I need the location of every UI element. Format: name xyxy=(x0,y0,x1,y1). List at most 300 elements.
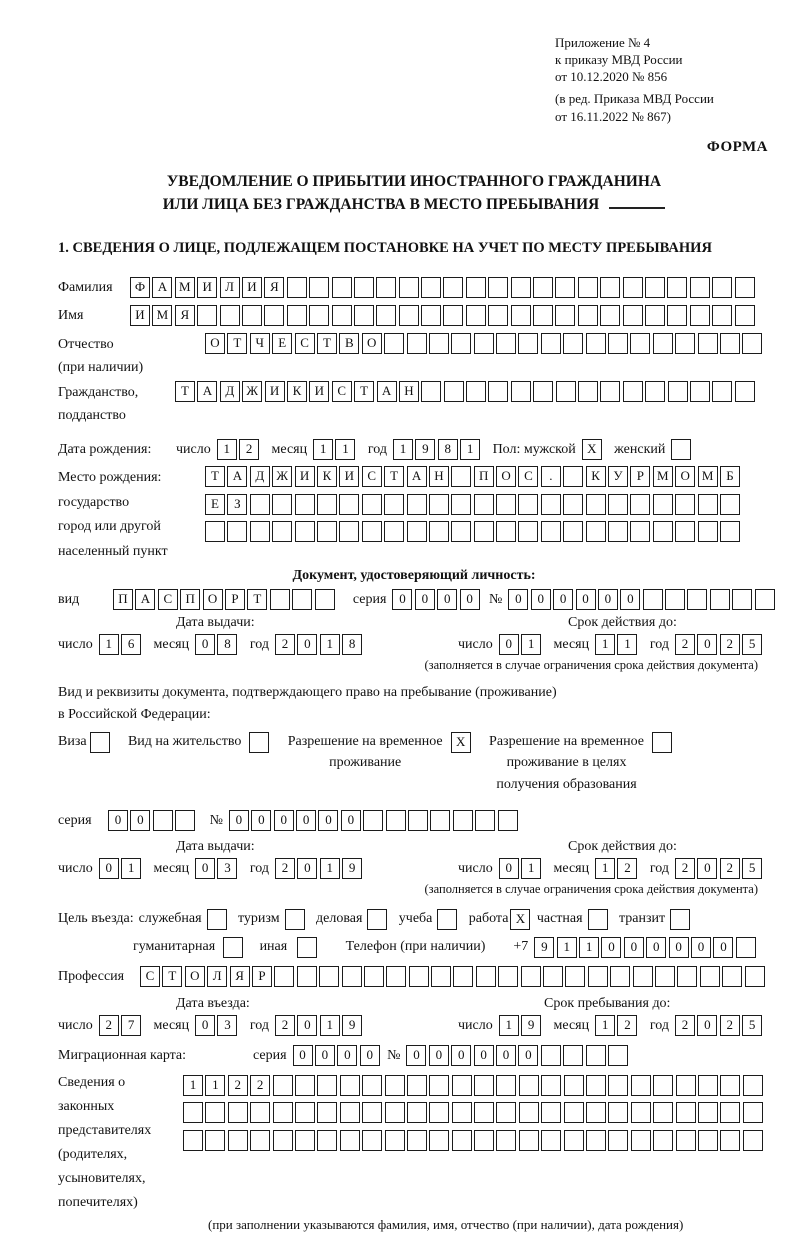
form-cell xyxy=(588,966,608,987)
form-cell xyxy=(623,305,643,326)
form-cell: 0 xyxy=(518,1045,538,1066)
form-cell xyxy=(386,966,406,987)
form-cell xyxy=(564,1130,584,1151)
form-cell: 5 xyxy=(742,858,762,879)
form-cell: 0 xyxy=(296,810,316,831)
annex-line: Приложение № 4 xyxy=(555,35,651,50)
form-cell xyxy=(698,333,718,354)
form-cell: X xyxy=(582,439,602,460)
firstname-label: Имя xyxy=(58,308,84,324)
form-cell: П xyxy=(180,589,200,610)
form-cell xyxy=(429,494,449,515)
form-cell xyxy=(385,1075,405,1096)
form-cell: Т xyxy=(354,381,374,402)
form-cell xyxy=(676,1075,696,1096)
passport-expiry-title: Срок действия до: xyxy=(568,615,677,631)
form-cell: 1 xyxy=(313,439,333,460)
month-word: месяц xyxy=(553,860,590,876)
form-cell xyxy=(498,810,518,831)
form-cell: О xyxy=(362,333,382,354)
form-cell: 0 xyxy=(697,858,717,879)
form-cell: С xyxy=(518,466,538,487)
form-cell xyxy=(735,277,755,298)
form-cell xyxy=(518,333,538,354)
form-cell: Т xyxy=(162,966,182,987)
form-cell xyxy=(488,305,508,326)
form-cell xyxy=(421,381,441,402)
purpose-option: учеба xyxy=(399,909,460,930)
annex-edition-line: от 16.11.2022 № 867) xyxy=(555,108,672,124)
form-cell: 0 xyxy=(624,937,644,958)
birthplace-row3-cells xyxy=(205,521,742,542)
form-cell xyxy=(736,937,756,958)
form-cell xyxy=(207,909,227,930)
form-cell: С xyxy=(332,381,352,402)
form-cell xyxy=(354,305,374,326)
form-cell xyxy=(273,1130,293,1151)
form-cell: 1 xyxy=(320,858,340,879)
form-cell xyxy=(608,1102,628,1123)
form-cell xyxy=(643,589,663,610)
form-cell xyxy=(273,1102,293,1123)
form-cell xyxy=(630,333,650,354)
purpose-row2 xyxy=(133,937,770,958)
purpose-study-checkbox xyxy=(437,909,459,930)
form-cell: Р xyxy=(630,466,650,487)
form-cell xyxy=(362,1130,382,1151)
form-cell: 3 xyxy=(217,858,237,879)
form-cell xyxy=(429,333,449,354)
surname-cells xyxy=(130,277,757,298)
form-cell xyxy=(608,494,628,515)
form-cell: Р xyxy=(225,589,245,610)
month-word: месяц xyxy=(153,637,190,653)
form-cell xyxy=(385,1102,405,1123)
title-blank-underline xyxy=(609,207,665,209)
form-cell: 5 xyxy=(742,634,762,655)
form-cell: С xyxy=(140,966,160,987)
form-cell xyxy=(364,966,384,987)
form-cell: 2 xyxy=(675,634,695,655)
form-cell xyxy=(653,1130,673,1151)
form-cell xyxy=(362,1102,382,1123)
visa-option: Виза xyxy=(58,731,112,796)
form-cell: А xyxy=(197,381,217,402)
form-cell xyxy=(443,305,463,326)
representatives-row1-cells xyxy=(183,1075,765,1096)
form-cell xyxy=(384,333,404,354)
form-cell: 0 xyxy=(297,858,317,879)
doc-number-cells xyxy=(508,589,777,610)
form-cell xyxy=(332,305,352,326)
form-cell xyxy=(541,494,561,515)
birthplace-row1-cells xyxy=(205,466,742,487)
form-cell xyxy=(653,494,673,515)
identity-doc-heading: Документ, удостоверяющий личность: xyxy=(292,568,536,584)
form-cell xyxy=(407,1075,427,1096)
form-cell xyxy=(429,1102,449,1123)
form-cell: 0 xyxy=(195,858,215,879)
form-cell: 0 xyxy=(318,810,338,831)
year-word: год xyxy=(249,637,269,653)
form-cell: 0 xyxy=(297,1015,317,1036)
form-cell xyxy=(610,966,630,987)
form-cell: Д xyxy=(220,381,240,402)
form-cell xyxy=(541,333,561,354)
form-cell: С xyxy=(362,466,382,487)
form-cell: О xyxy=(185,966,205,987)
form-cell: И xyxy=(295,466,315,487)
form-cell xyxy=(668,381,688,402)
form-cell: X xyxy=(451,732,471,753)
form-cell: 0 xyxy=(274,810,294,831)
form-cell xyxy=(735,381,755,402)
form-cell xyxy=(452,1102,472,1123)
day-word: число xyxy=(58,1017,93,1033)
form-cell xyxy=(518,494,538,515)
year-word: год xyxy=(649,637,669,653)
phone-prefix: +7 xyxy=(513,939,529,955)
form-cell xyxy=(671,439,691,460)
form-cell xyxy=(228,1102,248,1123)
form-cell xyxy=(742,333,762,354)
form-cell: X xyxy=(510,909,530,930)
form-cell xyxy=(720,1075,740,1096)
permit-issue-month xyxy=(195,858,240,879)
temp-residence-checkbox xyxy=(451,732,473,753)
birth-day-cells xyxy=(217,439,262,460)
form-cell: 0 xyxy=(293,1045,313,1066)
form-cell: И xyxy=(242,277,262,298)
doc-seriya-label: серия xyxy=(352,592,387,608)
purpose-official-checkbox xyxy=(207,909,229,930)
permit-issue-title: Дата выдачи: xyxy=(176,838,255,854)
form-cell xyxy=(565,966,585,987)
entry-day xyxy=(99,1015,144,1036)
form-cell: О xyxy=(205,333,225,354)
purpose-option: деловая xyxy=(316,909,390,930)
form-cell xyxy=(698,521,718,542)
entry-year xyxy=(275,1015,365,1036)
temp-residence-education-option: Разрешение на временное проживание в целях получения образования xyxy=(489,731,674,796)
year-word: год xyxy=(649,1017,669,1033)
purpose-humanitarian-checkbox xyxy=(223,937,245,958)
form-cell xyxy=(698,1075,718,1096)
form-cell xyxy=(652,732,672,753)
form-cell xyxy=(735,305,755,326)
day-word: число xyxy=(58,637,93,653)
form-cell: Е xyxy=(205,494,225,515)
form-cell xyxy=(227,521,247,542)
form-cell xyxy=(608,1075,628,1096)
form-cell: 0 xyxy=(437,589,457,610)
form-cell xyxy=(608,1130,628,1151)
passport-expiry-year xyxy=(675,634,765,655)
form-cell xyxy=(444,381,464,402)
form-cell: М xyxy=(698,466,718,487)
purpose-option: гуманитарная xyxy=(133,937,246,958)
form-cell: 0 xyxy=(99,858,119,879)
form-cell: 1 xyxy=(521,858,541,879)
form-cell: А xyxy=(152,277,172,298)
form-cell: 1 xyxy=(617,634,637,655)
permit-number-label: № xyxy=(209,812,223,828)
form-cell: В xyxy=(339,333,359,354)
permit-number-cells xyxy=(229,810,520,831)
form-cell: 1 xyxy=(460,439,480,460)
form-cell: 2 xyxy=(675,858,695,879)
form-cell: М xyxy=(152,305,172,326)
form-cell xyxy=(667,277,687,298)
form-cell: И xyxy=(339,466,359,487)
permit-issue-year xyxy=(275,858,365,879)
form-cell xyxy=(385,1130,405,1151)
form-cell: 0 xyxy=(337,1045,357,1066)
month-word: месяц xyxy=(153,860,190,876)
form-cell xyxy=(511,305,531,326)
form-cell: Т xyxy=(384,466,404,487)
form-cell xyxy=(451,466,471,487)
form-cell: К xyxy=(586,466,606,487)
form-cell xyxy=(292,589,312,610)
form-cell xyxy=(498,966,518,987)
form-cell: 1 xyxy=(521,634,541,655)
representatives-row3-cells xyxy=(183,1130,765,1151)
purpose-row1 xyxy=(58,909,770,930)
purpose-private-checkbox xyxy=(588,909,610,930)
profession-cells xyxy=(140,966,767,987)
form-cell xyxy=(272,494,292,515)
form-cell xyxy=(273,1075,293,1096)
form-cell: К xyxy=(287,381,307,402)
day-word: число xyxy=(458,637,493,653)
form-cell xyxy=(496,1130,516,1151)
purpose-option: служебная xyxy=(139,909,229,930)
form-cell xyxy=(407,1130,427,1151)
form-cell: 1 xyxy=(205,1075,225,1096)
annex-line: к приказу МВД России xyxy=(555,52,683,68)
form-cell: О xyxy=(496,466,516,487)
form-cell xyxy=(367,909,387,930)
form-cell: 1 xyxy=(320,634,340,655)
form-cell: 1 xyxy=(320,1015,340,1036)
form-cell: И xyxy=(197,277,217,298)
form-cell xyxy=(451,333,471,354)
form-cell: С xyxy=(158,589,178,610)
birth-day-word: число xyxy=(176,442,211,458)
form-cell xyxy=(511,277,531,298)
form-cell: 7 xyxy=(121,1015,141,1036)
form-cell: 0 xyxy=(297,634,317,655)
form-cell xyxy=(451,494,471,515)
representatives-row2-cells xyxy=(183,1102,765,1123)
form-cell xyxy=(384,521,404,542)
form-cell: 2 xyxy=(675,1015,695,1036)
passport-validity-note: (заполняется в случае ограничения срока действия документа) xyxy=(424,658,758,673)
form-cell xyxy=(363,810,383,831)
form-cell xyxy=(563,1045,583,1066)
form-cell xyxy=(586,521,606,542)
form-cell: М xyxy=(653,466,673,487)
form-title-line1: УВЕДОМЛЕНИЕ О ПРИБЫТИИ ИНОСТРАННОГО ГРАЖДАНИНА xyxy=(166,172,662,190)
form-cell: 0 xyxy=(691,937,711,958)
form-cell: 0 xyxy=(598,589,618,610)
form-cell xyxy=(655,966,675,987)
entry-month xyxy=(195,1015,240,1036)
form-cell xyxy=(476,966,496,987)
form-cell xyxy=(183,1102,203,1123)
form-cell xyxy=(270,589,290,610)
form-cell: 1 xyxy=(595,858,615,879)
form-cell xyxy=(600,305,620,326)
form-cell: Т xyxy=(175,381,195,402)
form-cell xyxy=(675,494,695,515)
patronymic-label: Отчество (при наличии) xyxy=(58,337,144,376)
form-cell: 8 xyxy=(438,439,458,460)
form-cell: 2 xyxy=(720,634,740,655)
form-cell xyxy=(541,1075,561,1096)
form-cell xyxy=(295,1102,315,1123)
form-cell xyxy=(453,966,473,987)
representatives-label: Сведения о законных представителях (родителях, усыновителях, попечителях) xyxy=(58,1074,152,1210)
form-cell xyxy=(563,494,583,515)
form-cell: 0 xyxy=(576,589,596,610)
residence-permit-checkbox xyxy=(249,732,271,753)
form-cell xyxy=(690,305,710,326)
form-cell: 0 xyxy=(496,1045,516,1066)
form-cell xyxy=(242,305,262,326)
sex-male-label: Пол: мужской xyxy=(492,442,576,458)
form-cell xyxy=(533,277,553,298)
form-cell xyxy=(264,305,284,326)
form-cell: 2 xyxy=(99,1015,119,1036)
form-cell: Т xyxy=(317,333,337,354)
form-cell: 2 xyxy=(250,1075,270,1096)
form-cell xyxy=(488,277,508,298)
form-cell: 1 xyxy=(595,634,615,655)
permit-expiry-year xyxy=(675,858,765,879)
month-word: месяц xyxy=(553,1017,590,1033)
form-cell xyxy=(555,305,575,326)
form-cell xyxy=(496,521,516,542)
form-cell xyxy=(676,1102,696,1123)
form-cell: 8 xyxy=(342,634,362,655)
form-cell: 0 xyxy=(451,1045,471,1066)
form-cell xyxy=(297,966,317,987)
form-cell: 0 xyxy=(429,1045,449,1066)
form-cell xyxy=(608,1045,628,1066)
form-cell xyxy=(700,966,720,987)
form-cell: 0 xyxy=(669,937,689,958)
day-word: число xyxy=(458,1017,493,1033)
form-cell xyxy=(720,521,740,542)
form-cell xyxy=(586,1130,606,1151)
form-cell: 0 xyxy=(713,937,733,958)
form-cell xyxy=(319,966,339,987)
form-cell xyxy=(354,277,374,298)
form-cell xyxy=(386,810,406,831)
form-cell: 0 xyxy=(553,589,573,610)
form-cell: 6 xyxy=(121,634,141,655)
entry-date-title: Дата въезда: xyxy=(176,995,250,1011)
passport-expiry-day xyxy=(499,634,544,655)
birth-year-word: год xyxy=(367,442,387,458)
form-cell xyxy=(541,521,561,542)
form-cell xyxy=(496,333,516,354)
form-cell xyxy=(407,494,427,515)
form-cell: М xyxy=(175,277,195,298)
form-cell: 0 xyxy=(697,1015,717,1036)
form-cell: 0 xyxy=(406,1045,426,1066)
form-cell xyxy=(743,1075,763,1096)
surname-label: Фамилия xyxy=(58,280,113,296)
form-cell: 0 xyxy=(460,589,480,610)
form-cell xyxy=(317,521,337,542)
form-cell xyxy=(745,966,765,987)
form-cell xyxy=(437,909,457,930)
purpose-other-checkbox xyxy=(297,937,319,958)
form-cell xyxy=(653,521,673,542)
migration-number-label: № xyxy=(387,1047,401,1063)
stay-until-title: Срок пребывания до: xyxy=(544,995,671,1011)
form-cell: 9 xyxy=(342,858,362,879)
form-cell xyxy=(543,966,563,987)
form-cell: 9 xyxy=(521,1015,541,1036)
form-cell xyxy=(295,521,315,542)
form-cell xyxy=(623,277,643,298)
form-cell xyxy=(453,810,473,831)
form-cell xyxy=(633,966,653,987)
permit-expiry-title: Срок действия до: xyxy=(568,838,677,854)
form-cell: Ж xyxy=(242,381,262,402)
form-cell: 0 xyxy=(195,634,215,655)
form-cell: 1 xyxy=(579,937,599,958)
form-cell xyxy=(496,494,516,515)
form-cell xyxy=(362,1075,382,1096)
day-word: число xyxy=(58,860,93,876)
form-cell xyxy=(600,277,620,298)
form-cell xyxy=(474,1130,494,1151)
form-cell xyxy=(488,381,508,402)
form-title xyxy=(58,170,770,217)
form-cell xyxy=(623,381,643,402)
form-cell xyxy=(274,966,294,987)
form-cell xyxy=(518,521,538,542)
form-title-line2: ИЛИ ЛИЦА БЕЗ ГРАЖДАНСТВА В МЕСТО ПРЕБЫВАНИЯ xyxy=(58,193,770,216)
form-cell xyxy=(430,810,450,831)
annex-edition-line: (в ред. Приказа МВД России xyxy=(555,91,714,107)
form-cell: У xyxy=(608,466,628,487)
representatives-note: (при заполнении указываются фамилия, имя, отчество (при наличии), дата рождения) xyxy=(208,1216,684,1232)
residence-permit-option: Вид на жительство xyxy=(128,731,272,796)
form-cell xyxy=(297,937,317,958)
sex-male-checkbox xyxy=(582,439,604,460)
form-cell xyxy=(675,521,695,542)
form-cell: Д xyxy=(250,466,270,487)
form-cell xyxy=(631,1102,651,1123)
form-cell xyxy=(653,1102,673,1123)
form-cell: Ф xyxy=(130,277,150,298)
form-cell: 0 xyxy=(531,589,551,610)
form-cell: Л xyxy=(207,966,227,987)
form-cell xyxy=(586,1102,606,1123)
form-cell xyxy=(743,1130,763,1151)
form-cell: К xyxy=(317,466,337,487)
form-cell: 8 xyxy=(217,634,237,655)
doc-seriya-cells xyxy=(392,589,482,610)
form-cell xyxy=(175,810,195,831)
patronymic-cells xyxy=(205,333,765,354)
